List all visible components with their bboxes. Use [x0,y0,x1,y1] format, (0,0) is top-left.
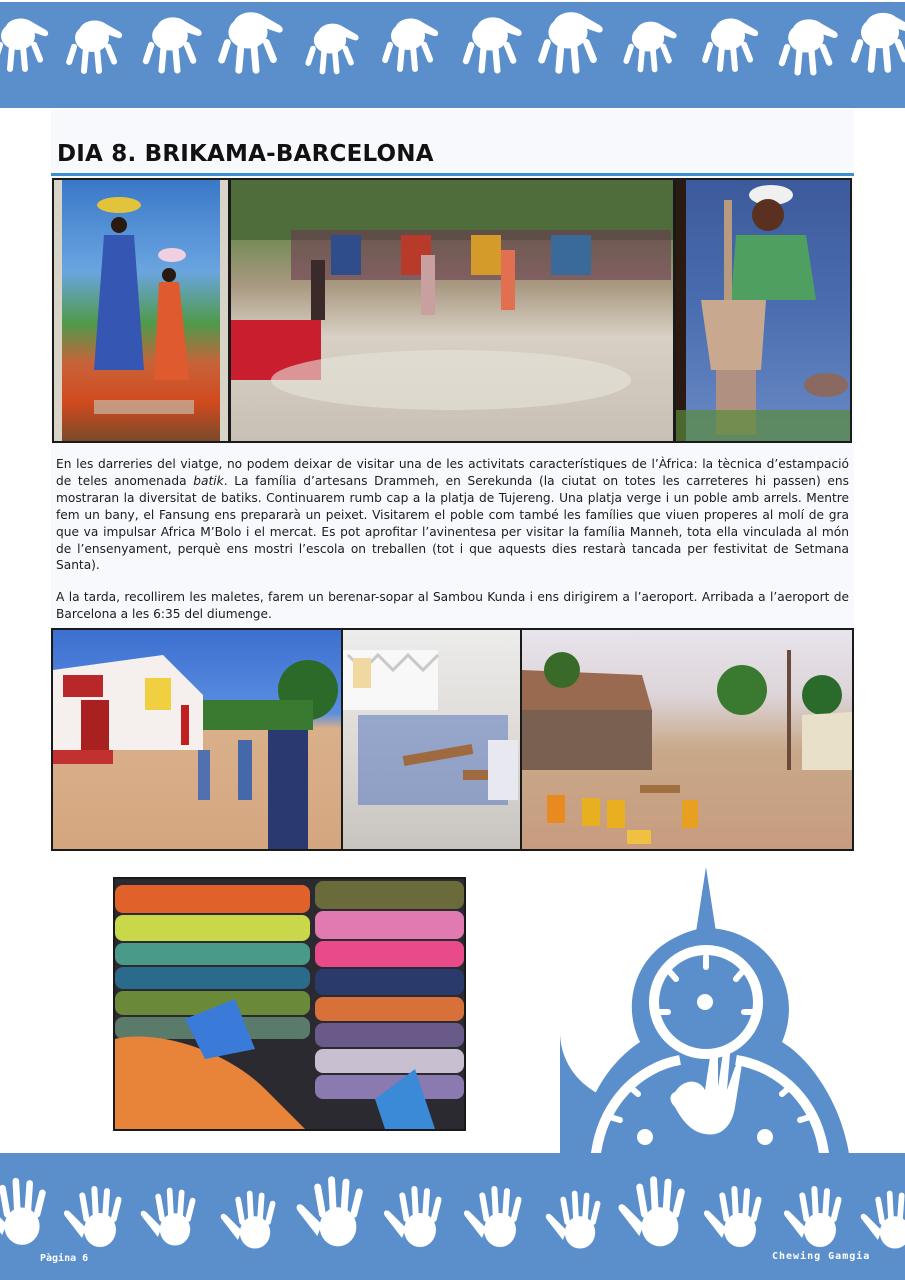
photo-village-street [520,628,854,851]
page-title: DIA 8. BRIKAMA-BARCELONA [57,141,434,167]
photo-classroom [341,628,522,851]
hand-print-icons [0,2,905,108]
bottom-hands-banner [0,1153,905,1280]
intro-paragraph [56,456,849,574]
clock-hand-emblem-icon [560,862,860,1162]
photo-batik-painting-women [52,178,230,443]
top-hands-banner [0,2,905,108]
photo-fabric-stack [113,877,466,1131]
afternoon-paragraph: A la tarda, recollirem les maletes, farem un berenar-sopar al Sambou Kunda i ens dirigirem a l’aeroport. Arribada a l’aeroport de Barcelona a les 6:35 del diumenge. [56,590,849,621]
title-underline [51,173,854,176]
photo-batik-painting-mortar [674,178,852,443]
photo-school-building [51,628,343,851]
hand-print-icons [0,1153,905,1280]
paragraph-text: En les darreries del viatge, no podem deixar de visitar una de les activitats característiques de l’Àfrica: la tècnica d’estampació de teles anomenada [56,457,849,488]
footer-brand: Chewing Gamgia [772,1251,871,1262]
photo-batik-market [229,178,675,443]
page-number: Pàgina 6 [40,1253,89,1264]
batik-term: batik [193,473,224,488]
paragraph-text: . La família d’artesans Drammeh, en Serekunda (la ciutat on totes les carreteres hi passen) ens mostraran la diversitat de batiks. Continuarem rumb cap a la platja de Tujereng. Una platja verge i un poble amb arrels. Mentre fem un bany, el Fansung ens prepararà un peixet. Visitarem el poble com també les famílies que viuen properes al molí de gra que va impulsar Africa M’Bolo i el mercat. Es pot aprofitar l’avinentesa per visitar la família Manneh, tota ella vinculada al món de l’ensenyament, perquè ens mostri l’escola on treballen (tot i que aquests dies restarà tancada per festivitat de Setmana Santa). [56,473,849,573]
